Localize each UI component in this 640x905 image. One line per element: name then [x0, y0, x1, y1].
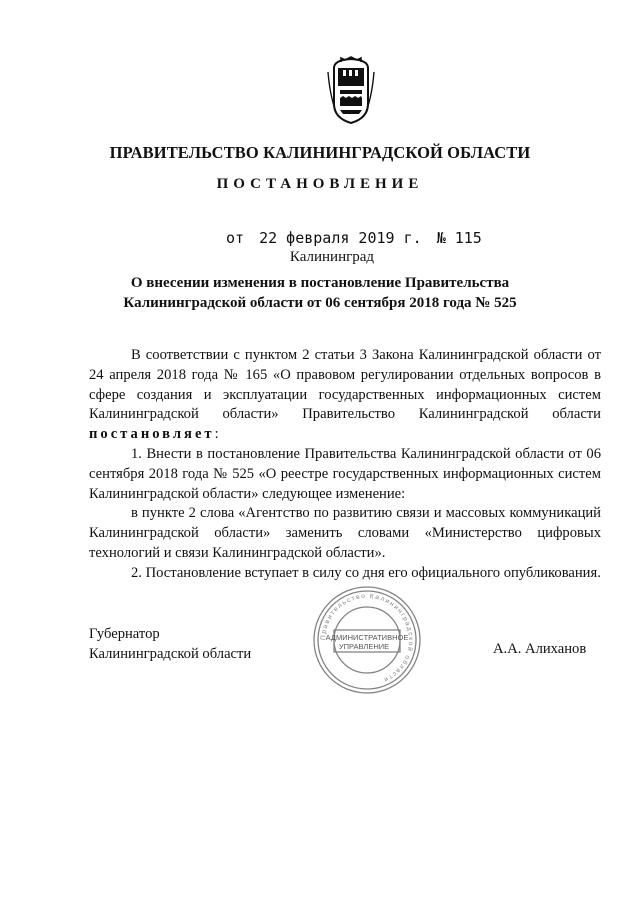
organization-title: ПРАВИТЕЛЬСТВО КАЛИНИНГРАДСКОЙ ОБЛАСТИ [109, 143, 531, 162]
stamp-ring-text: Правительство Калининградской области [319, 592, 415, 684]
document-city: Калининград [289, 249, 375, 265]
document-subject [0, 273, 640, 313]
preamble-paragraph [89, 346, 601, 445]
document-date: 22 февраля 2019 г. [259, 229, 422, 247]
preamble-colon: : [214, 426, 219, 443]
clause-2-paragraph: 2. Постановление вступает в силу со дня его официального опубликования. [131, 564, 601, 581]
clause-1-paragraph: 1. Внести в постановление Правительства Калининградской области от 06 сентября 2018 года № 525 «О реестре государственных информационных систем Калининградской области» следующее изменение: [89, 445, 601, 502]
document-body [89, 346, 601, 584]
date-prefix: от [226, 229, 245, 247]
stamp-center-line-1: АДМИНИСТРАТИВНОЕ [325, 633, 409, 642]
signatory-title [89, 625, 251, 665]
document-type: ПОСТАНОВЛЕНИЕ [216, 176, 424, 192]
coat-of-arms-icon [326, 56, 376, 126]
subject-line-2: Калининградской области от 06 сентября 2018 года № 525 [123, 295, 517, 311]
decree-word: постановляет [89, 426, 215, 443]
date-line [226, 229, 488, 247]
amendment-paragraph: в пункте 2 слова «Агентство по развитию связи и массовых коммуникаций Калининградской области» заменить словами «Министерство цифровых технологий и связи Калининградской области». [89, 505, 601, 561]
official-stamp [312, 585, 422, 695]
signatory-title-line-1: Губернатор [89, 626, 160, 642]
preamble-text: В соответствии с пунктом 2 статьи 3 Закона Калининградской области от 24 апреля 2018 года № 165 «О правовом регулировании отдельных вопросов в сфере создания и эксплуатации государственных информационных систем Калининградской области» Правительство Калининградской области [89, 347, 601, 423]
stamp-center-line-2: УПРАВЛЕНИЕ [338, 642, 390, 651]
subject-line-1: О внесении изменения в постановление Правительства [130, 275, 510, 291]
document-number: № 115 [436, 229, 482, 247]
signatory-title-line-2: Калининградской области [89, 645, 252, 662]
signatory-name: А.А. Алиханов [493, 641, 587, 657]
